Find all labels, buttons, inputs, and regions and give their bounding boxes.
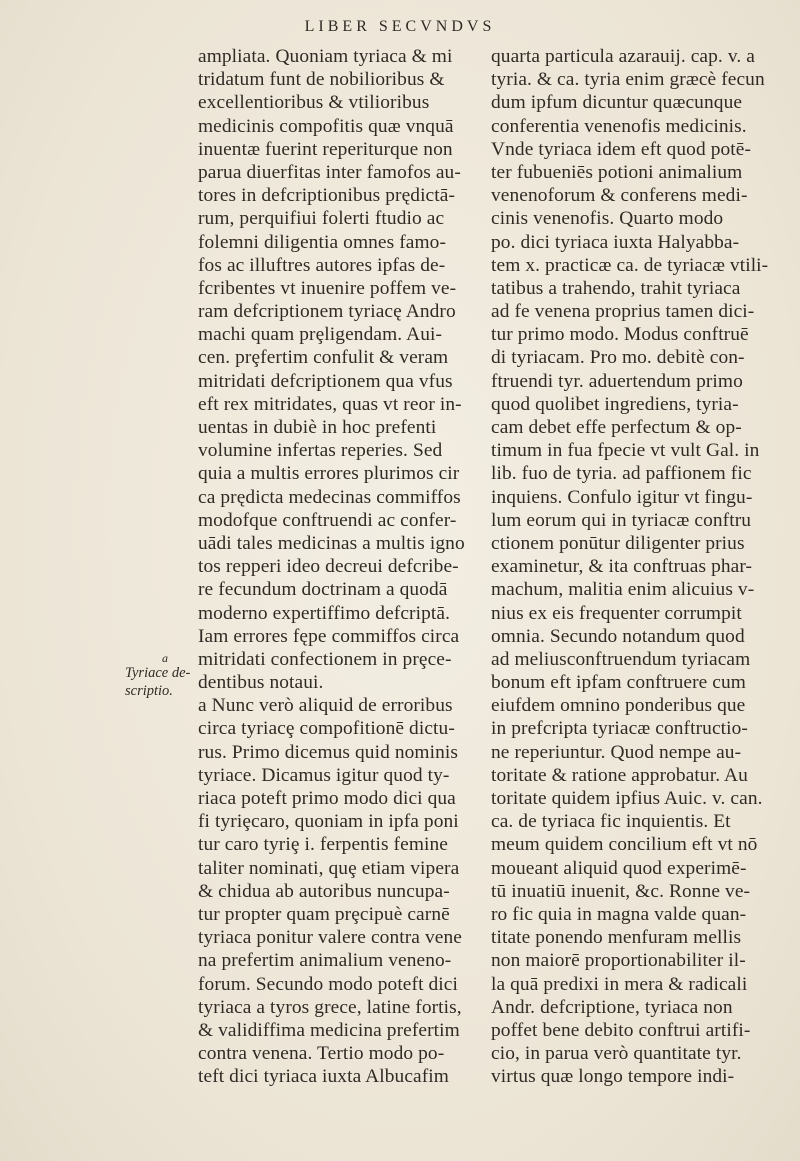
text-line: machum, malitia enim alicuius v- (491, 579, 755, 601)
text-line: conferentia venenofis medicinis. (491, 115, 747, 137)
text-line: tatibus a trahendo, trahit tyriaca (491, 277, 741, 299)
text-line: di tyriacam. Pro mo. debitè con- (491, 347, 745, 369)
text-line: tur propter quam prȩcipuè carnē (198, 903, 450, 925)
text-line: quarta particula azarauij. cap. v. a (491, 46, 755, 67)
text-line: omnia. Secundo notandum quod (491, 625, 745, 647)
text-line: ter fubueniēs potioni animalium (491, 161, 743, 183)
text-line: medicinis compofitis quæ vnquā (198, 115, 454, 137)
text-line: toritate & ratione approbatur. Au (491, 764, 748, 786)
text-line: Vnde tyriaca idem eft quod potē- (491, 138, 752, 160)
text-line: excellentioribus & vtilioribus (198, 92, 430, 114)
text-line: ne reperiuntur. Quod nempe au- (491, 741, 742, 763)
left-text-column (198, 45, 473, 1088)
text-line: meum quidem concilium eft vt nō (491, 834, 758, 856)
text-line: inuentæ fuerint reperiturque non (198, 138, 453, 160)
text-line: modofque conftruendi ac confer- (198, 509, 457, 531)
text-line: examinetur, & ita conftruas phar- (491, 556, 753, 578)
text-line: tridatum funt de nobilioribus & (198, 69, 445, 91)
text-line: tos repperi ideo decreui defcribe- (198, 556, 459, 578)
text-line: fi tyriȩcaro, quoniam in ipfa poni (198, 811, 459, 833)
text-line: tur caro tyriȩ i. ferpentis femine (198, 834, 448, 856)
right-text-column (491, 45, 781, 1088)
text-line: tem x. practicæ ca. de tyriacæ vtili- (491, 254, 769, 276)
text-line: lum eorum qui in tyriacæ conftru (491, 509, 752, 531)
text-line: lib. fuo de tyria. ad paffionem fic (491, 463, 752, 485)
text-line: taliter nominati, quȩ etiam vipera (198, 857, 460, 879)
text-line: inquiens. Confulo igitur vt fingu- (491, 486, 753, 508)
text-line: rus. Primo dicemus quid nominis (198, 741, 459, 763)
running-head: LIBER SECVNDVS (304, 18, 496, 35)
text-line: toritate quidem ipfius Auic. v. can. (491, 788, 763, 809)
text-line: mitridati confectionem in prȩce- (198, 648, 452, 670)
text-line: & validiffima medicina prefertim (198, 1019, 460, 1041)
text-line: moderno expertiffimo defcriptā. (198, 602, 451, 624)
text-line: moueant aliquid quod experimē- (491, 857, 747, 879)
text-line: cen. prȩfertim confulit & veram (198, 347, 449, 369)
text-line: contra venena. Tertio modo po- (198, 1043, 445, 1065)
text-line: cam debet effe perfectum & op- (491, 417, 742, 438)
text-line: fos ac illuftres autores ipfas de- (198, 254, 446, 276)
text-line: la quā predixi in mera & radicali (491, 973, 748, 995)
text-line: quod quolibet ingrediens, tyria- (491, 393, 739, 415)
text-line: forum. Secundo modo poteft dici (198, 973, 458, 995)
text-line: eft rex mitridates, quas vt reor in- (198, 393, 462, 415)
text-line: na prefertim animalium veneno- (198, 950, 452, 972)
text-line: volumine infertas reperies. Sed (198, 440, 443, 462)
text-line: quia a multis errores plurimos cir (198, 463, 460, 485)
text-line: uādi tales medicinas a multis igno (198, 532, 465, 554)
text-line: titate ponendo menfuram mellis (491, 927, 742, 949)
text-line: ca. de tyriaca fic inquientis. Et (491, 811, 731, 833)
text-line: ctionem ponūtur diligenter prius (491, 532, 745, 554)
text-line: dentibus notaui. (198, 672, 324, 694)
text-line: tyriaca ponitur valere contra vene (198, 927, 462, 949)
text-line: riaca poteft primo modo dici qua (198, 788, 456, 809)
text-line: bonum eft ipfam conftruere cum (491, 672, 746, 694)
text-line: tyria. & ca. tyria enim græcè fecun (491, 69, 765, 91)
text-line: tyriace. Dicamus igitur quod ty- (198, 764, 450, 786)
text-line: tū inuatiū inuenit, &c. Ronne ve- (491, 880, 751, 902)
marginal-note (125, 652, 195, 700)
text-line: timum in fua fpecie vt vult Gal. in (491, 440, 760, 462)
text-line: mitridati defcriptionem qua vfus (198, 370, 453, 392)
text-line: eiufdem omnino ponderibus que (491, 695, 746, 717)
text-line: non maiorē proportionabiliter il- (491, 950, 746, 972)
text-line: tores in defcriptionibus prędictā- (198, 185, 456, 207)
text-line: re fecundum doctrinam a quodā (198, 579, 448, 601)
text-line: parua diuerfitas inter famofos au- (198, 161, 461, 183)
text-line: tyriaca a tyros grece, latine fortis, (198, 996, 462, 1018)
text-line: in prefcripta tyriacæ conftructio- (491, 718, 748, 740)
text-line: a Nunc verò aliquid de erroribus (198, 695, 453, 717)
text-line: nius ex eis frequenter corrumpit (491, 602, 742, 624)
text-line: po. dici tyriaca iuxta Halyabba- (491, 231, 740, 253)
text-line: tur primo modo. Modus conftruē (491, 324, 749, 346)
text-line: venenoforum & conferens medi- (491, 185, 748, 207)
text-line: dum ipfum dicuntur quæcunque (491, 92, 743, 114)
text-line: ram defcriptionem tyriacę Andro (198, 301, 456, 323)
text-line: teft dici tyriaca iuxta Albucafim (198, 1066, 449, 1088)
text-line: uentas in dubiè in hoc prefenti (198, 417, 437, 438)
text-line: poffet bene debito conftrui artifi- (491, 1019, 751, 1041)
marginal-mark: a (162, 651, 168, 665)
text-line: machi quam prȩligendam. Aui- (198, 324, 443, 346)
text-line: virtus quæ longo tempore indi- (491, 1066, 735, 1088)
text-line: ad fe venena proprius tamen dici- (491, 301, 755, 323)
text-line: Andr. defcriptione, tyriaca non (491, 996, 733, 1018)
marginal-line: scriptio. (125, 683, 173, 699)
text-line: ad meliusconftruendum tyriacam (491, 648, 751, 670)
text-line: fcribentes vt inuenire poffem ve- (198, 277, 457, 299)
text-line: ampliata. Quoniam tyriaca & mi (198, 46, 453, 67)
text-line: ro fic quia in magna valde quan- (491, 903, 747, 925)
text-line: cio, in parua verò quantitate tyr. (491, 1043, 742, 1065)
text-line: ca prędicta medecinas commiffos (198, 486, 461, 508)
text-line: rum, perquifiui folerti ftudio ac (198, 208, 445, 230)
text-line: ftruendi tyr. aduertendum primo (491, 370, 743, 392)
text-line: Iam errores fępe commiffos circa (198, 625, 460, 647)
text-line: folemni diligentia omnes famo- (198, 231, 447, 253)
text-line: circa tyriacȩ compofitionē dictu- (198, 718, 455, 740)
text-line: cinis venenofis. Quarto modo (491, 208, 724, 230)
text-line: & chidua ab autoribus nuncupa- (198, 880, 450, 902)
marginal-line: Tyriace de- (125, 665, 191, 681)
